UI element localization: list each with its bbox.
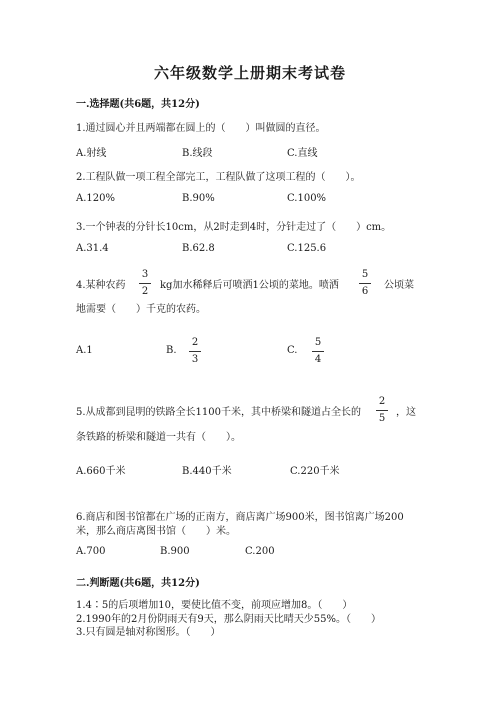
q5-option-c[interactable]: C.220千米 xyxy=(290,466,340,477)
fraction-bar xyxy=(139,283,151,284)
exam-title: 六年级数学上册期末考试卷 xyxy=(153,64,346,82)
fraction-denominator: 4 xyxy=(314,354,322,365)
question-4-part-b: kg加水稀释后可喷洒1公顷的菜地。喷洒 xyxy=(160,280,339,291)
fraction-numerator: 2 xyxy=(378,396,386,407)
fraction-bar xyxy=(359,283,371,284)
question-3: 3.一个钟表的分针长10cm，从2时走到4时，分针走过了（ ）cm。 xyxy=(76,222,392,233)
q4-option-b-fraction xyxy=(188,338,202,365)
section-heading-true-false: 二.判断题(共6题，共12分) xyxy=(76,578,200,589)
section-heading-choice: 一.选择题(共6题，共12分) xyxy=(76,99,200,110)
question-4-part-a: 4.某种农药 xyxy=(76,280,126,291)
question-5-line-2: 条铁路的桥梁和隧道一共有（ ）。 xyxy=(76,432,241,443)
q5-option-b[interactable]: B.440千米 xyxy=(182,466,232,477)
question-6-line-1: 6.商店和图书馆都在广场的正南方，商店离广场900米，图书馆离广场200 xyxy=(76,512,404,523)
fraction-denominator: 3 xyxy=(191,354,199,365)
fraction-2-over-5 xyxy=(375,397,389,424)
q2-option-b[interactable]: B.90% xyxy=(182,193,215,204)
q4-option-b[interactable]: B. xyxy=(166,345,177,356)
fraction-denominator: 2 xyxy=(141,286,149,297)
question-6-line-2: 米，那么商店离图书馆（ ）米。 xyxy=(76,526,236,537)
question-5-part-a: 5.从成都到昆明的铁路全长1100千米，其中桥梁和隧道占全长的 xyxy=(76,407,361,418)
question-1: 1.通过圆心并且两端都在圆上的（ ）叫做圆的直径。 xyxy=(76,123,326,134)
q4-option-a[interactable]: A.1 xyxy=(76,345,93,356)
fraction-numerator: 5 xyxy=(314,337,322,348)
fraction-numerator: 3 xyxy=(141,269,149,280)
q4-option-c-fraction xyxy=(311,338,325,365)
question-4-line-2: 地需要（ ）千克的农药。 xyxy=(76,304,206,315)
question-4-part-c: 公顷菜 xyxy=(384,280,414,291)
q3-option-b[interactable]: B.62.8 xyxy=(182,243,215,254)
judge-item-3: 3.只有圆是轴对称图形。（ ） xyxy=(76,627,221,638)
fraction-numerator: 5 xyxy=(361,269,369,280)
judge-item-2: 2.1990年的2月份阴雨天有9天，那么阴雨天比晴天少55%。（ ） xyxy=(76,614,381,625)
fraction-3-over-2 xyxy=(138,270,152,297)
fraction-denominator: 5 xyxy=(378,413,386,424)
fraction-5-over-6 xyxy=(358,270,372,297)
q6-option-a[interactable]: A.700 xyxy=(76,546,106,557)
q2-option-a[interactable]: A.120% xyxy=(76,193,115,204)
q2-option-c[interactable]: C.100% xyxy=(287,193,327,204)
question-2: 2.工程队做一项工程全部完工，工程队做了这项工程的（ ）。 xyxy=(76,172,361,183)
q5-option-a[interactable]: A.660千米 xyxy=(76,466,126,477)
q4-option-c[interactable]: C. xyxy=(287,345,298,356)
question-5-part-b: ，这 xyxy=(396,407,416,418)
fraction-numerator: 2 xyxy=(191,337,199,348)
q1-option-b[interactable]: B.线段 xyxy=(182,148,213,159)
q1-option-c[interactable]: C.直线 xyxy=(287,148,318,159)
q6-option-c[interactable]: C.200 xyxy=(245,546,275,557)
q6-option-b[interactable]: B.900 xyxy=(160,546,190,557)
q1-option-a[interactable]: A.射线 xyxy=(76,148,107,159)
judge-item-1: 1.4∶5的后项增加10，要使比值不变，前项应增加8。（ ） xyxy=(76,600,353,611)
q3-option-c[interactable]: C.125.6 xyxy=(287,243,327,254)
fraction-denominator: 6 xyxy=(361,286,369,297)
q3-option-a[interactable]: A.31.4 xyxy=(76,243,109,254)
fraction-bar xyxy=(312,351,324,352)
fraction-bar xyxy=(376,410,388,411)
fraction-bar xyxy=(189,351,201,352)
